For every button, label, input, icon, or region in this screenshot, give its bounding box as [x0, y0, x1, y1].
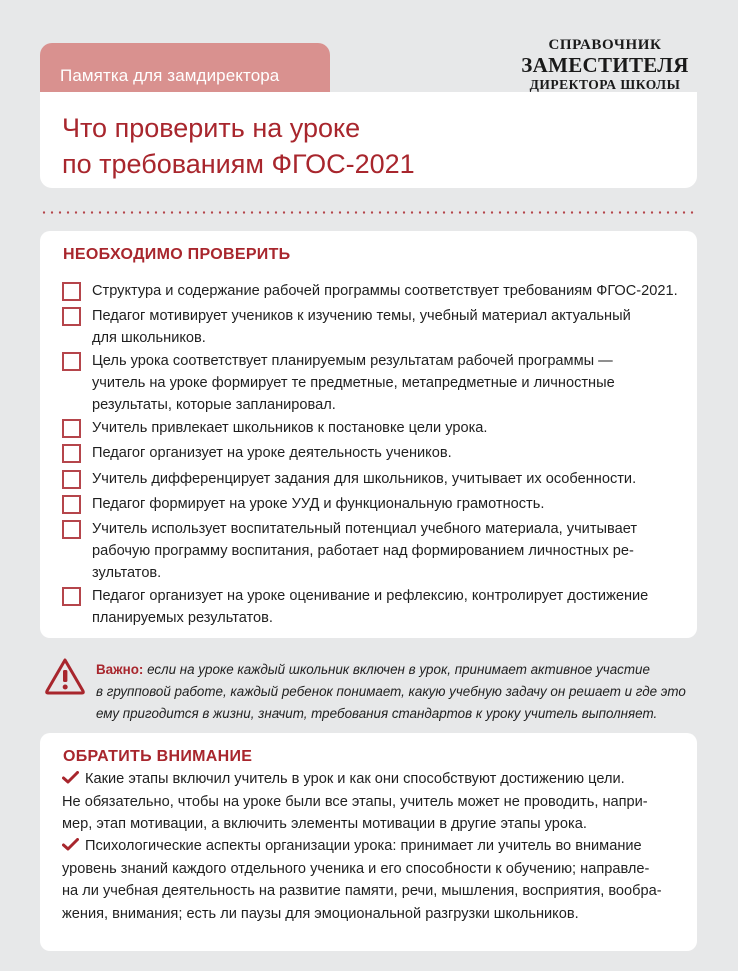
check-item-text: Структура и содержание рабочей программы соответствует требованиям ФГОС-2021. — [92, 283, 678, 299]
brand-line-2: ЗАМЕСТИТЕЛЯ — [521, 53, 689, 77]
check-item-text: Учитель дифференцирует задания для школьников, учитывает их особенности. — [92, 471, 637, 487]
check-item-text: Учитель использует воспитательный потенциал учебного материала, учитывает рабочую программу воспитания, работает над формированием личностных ре- зультатов. — [92, 521, 638, 581]
checkbox[interactable] — [62, 520, 81, 539]
checkbox[interactable] — [62, 307, 81, 326]
attention-paragraph: Психологические аспекты организации урока: принимает ли учитель во внимание уровень знаний каждого отдельного ученика и его способности к обучению; направле- на ли учебная деятельность на развитие памяти, речи, мышления, восприятия, вообра- жения, внимания; есть ли паузы для эмоциональной разгрузки школьников. — [62, 838, 662, 922]
checkbox[interactable] — [62, 587, 81, 606]
title-line-1: Что проверить на уроке — [62, 113, 361, 143]
important-note: Важно: если на уроке каждый школьник включен в урок, принимает активное участие в групповой работе, каждый ребенок понимает, какую учебную задачу он решает и где это ему пригодится в жизни, значит, требования стандартов к уроку учитель выполняет. — [96, 662, 686, 721]
check-item-text: Цель урока соответствует планируемым результатам рабочей программы — учитель на уроке формирует те предметные, метапредметные и личностные результаты, которые запланировал. — [92, 353, 615, 413]
check-item-text: Учитель привлекает школьников к постановке цели урока. — [92, 420, 488, 436]
brand-logo — [500, 36, 710, 93]
check-section-heading: НЕОБХОДИМО ПРОВЕРИТЬ — [63, 246, 291, 263]
note-lead: Важно: — [96, 662, 144, 677]
brand-line-3: ДИРЕКТОРА ШКОЛЫ — [529, 77, 681, 92]
checkbox[interactable] — [62, 352, 81, 371]
checkmark-icon — [62, 838, 79, 851]
checkbox[interactable] — [62, 444, 81, 463]
checkbox[interactable] — [62, 495, 81, 514]
check-item-text: Педагог организует на уроке оценивание и рефлексию, контролирует достижение планируемых результатов. — [92, 588, 649, 626]
title-line-2: по требованиям ФГОС-2021 — [62, 149, 415, 179]
check-item-text: Педагог формирует на уроке УУД и функциональную грамотность. — [92, 496, 545, 512]
dotted-divider — [40, 211, 697, 214]
page-title — [62, 110, 682, 182]
checkbox[interactable] — [62, 419, 81, 438]
check-item-text: Педагог организует на уроке деятельность учеников. — [92, 445, 452, 461]
checkbox[interactable] — [62, 282, 81, 301]
checkbox[interactable] — [62, 470, 81, 489]
warning-triangle-icon — [44, 657, 86, 695]
attention-section-heading: ОБРАТИТЬ ВНИМАНИЕ — [63, 748, 253, 765]
check-item-text: Педагог мотивирует учеников к изучению темы, учебный материал актуальный для школьников. — [92, 308, 631, 346]
header-tab-label: Памятка для замдиректора — [60, 66, 280, 85]
attention-paragraph: Какие этапы включил учитель в урок и как они способствуют достижению цели. Не обязательно, чтобы на уроке были все этапы, учитель может не проводить, напри- мер, этап мотивации, а включить элементы мотивации в другие этапы урока. — [62, 771, 648, 832]
brand-line-1: СПРАВОЧНИК — [548, 37, 662, 53]
checkmark-icon — [62, 771, 79, 784]
